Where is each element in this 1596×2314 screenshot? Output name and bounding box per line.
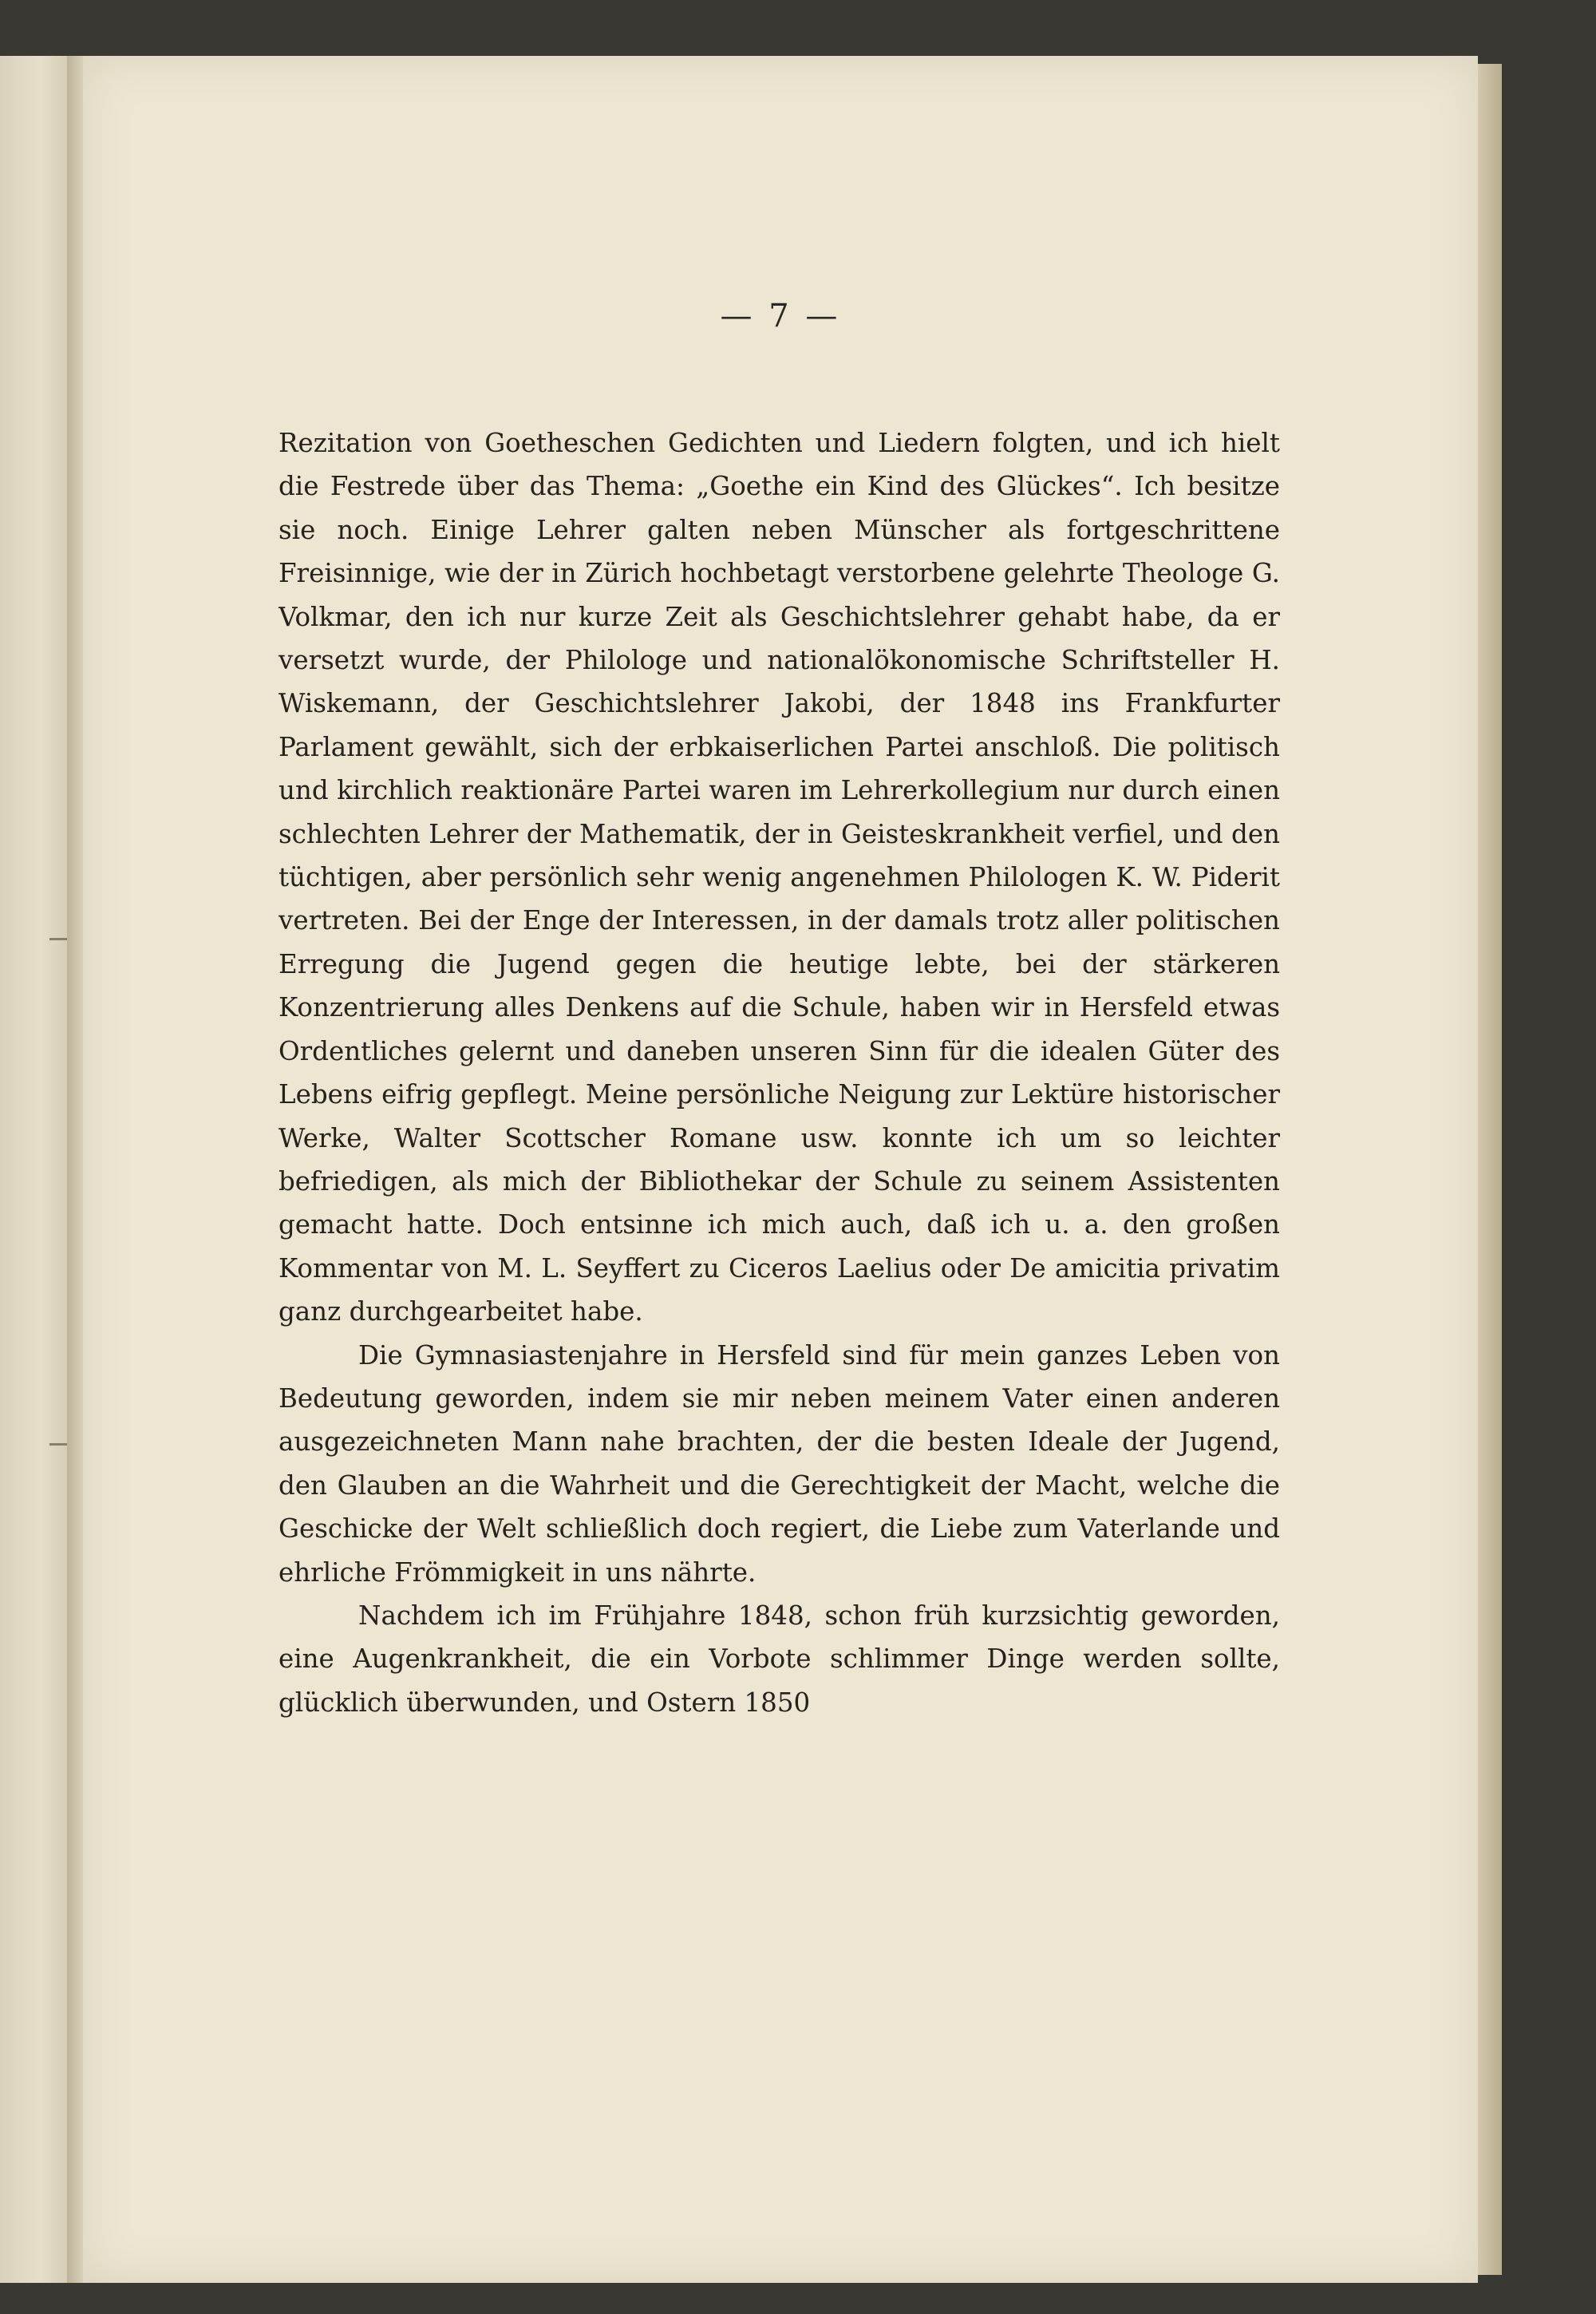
page-number: — 7 — [720,298,841,334]
right-page-edge [1478,64,1502,2275]
paragraph-3: Nachdem ich im Frühjahre 1848, schon früh kurzsichtig geworden, eine Augenkrankheit, die ein Vorbote schlimmer Dinge werden sollte, glücklich überwunden, und Ostern 1850 [279,1600,1280,1718]
left-page-edge [0,56,67,2283]
paragraph-2: Die Gymnasiastenjahre in Hersfeld sind für mein ganzes Leben von Bedeutung geworden, indem sie mir neben meinem Vater einen anderen ausgezeichneten Mann nahe brachten, der die besten Ideale der Jugend, den Glauben an die Wahrheit und die Gerechtigkeit der Macht, welche die Geschicke der Welt schließlich doch regiert, die Liebe zum Vaterlande und ehrliche Frömmigkeit in uns nährte. [279,1339,1280,1588]
book-page [83,56,1478,2283]
gutter-mark [49,1443,67,1446]
paragraph-1: Rezitation von Goetheschen Gedichten und Liedern folgten, und ich hielt die Festrede über das Thema: „Goethe ein Kind des Glückes“. Ich besitze sie noch. Einige Lehrer galten neben Münscher als fortgeschrittene Freisinnige, wie der in Zürich hochbetagt verstorbene gelehrte Theologe G. Volkmar, den ich nur kurze Zeit als Geschichtslehrer gehabt habe, da er versetzt wurde, der Philologe und nationalökonomische Schriftsteller H. Wiskemann, der Geschichtslehrer Jakobi, der 1848 ins Frankfurter Parlament gewählt, sich der erbkaiserlichen Partei anschloß. Die politisch und kirchlich reaktionäre Partei waren im Lehrerkollegium nur durch einen schlechten Lehrer der Mathematik, der in Geisteskrankheit verfiel, und den tüchtigen, aber persönlich sehr wenig angenehmen Philologen K. W. Piderit vertreten. Bei der Enge der Interessen, in der damals trotz aller politischen Erregung die Jugend gegen die heutige lebte, bei der stärkeren Konzentrierung alles Denkens auf die Schule, haben wir in Hersfeld etwas Ordentliches gelernt und daneben unseren Sinn für die idealen Güter des Lebens eifrig gepflegt. Meine persönliche Neigung zur Lektüre historischer Werke, Walter Scottscher Romane usw. konnte ich um so leichter befriedigen, als mich der Bibliothekar der Schule zu seinem Assistenten gemacht hatte. Doch entsinne ich mich auch, daß ich u. a. den großen Kommentar von M. L. Seyffert zu Ciceros Laelius oder De amicitia privatim ganz durchgearbeitet habe. [279,428,1280,1327]
gutter-mark [49,938,67,940]
book-gutter [67,56,83,2283]
page-body-text [279,421,1280,1978]
